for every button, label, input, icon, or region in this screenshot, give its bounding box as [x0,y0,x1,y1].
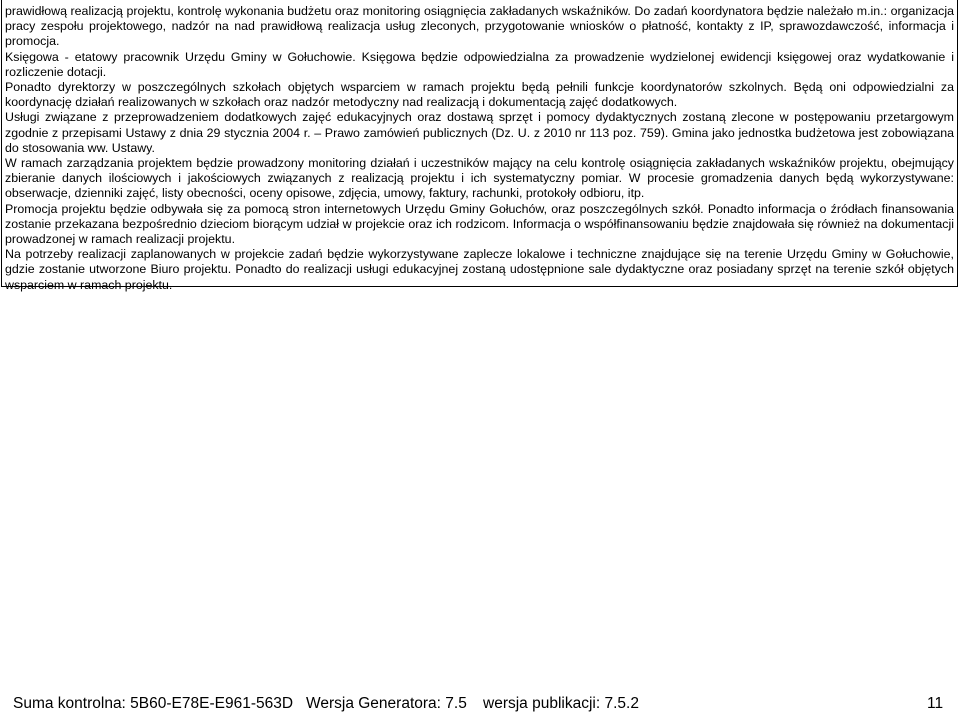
paragraph-coordinator: prawidłową realizacją projektu, kontrolę wykonania budżetu oraz monitoring osiągnięcia zakładanych wskaźników. Do zadań koordynatora będzie należało m.in.: organizacja pracy zespołu projektowego, nadzór na nad prawidłową realizacja usług zleconych, przygotowanie wniosków o płatność, kontakty z IP, sprawozdawczość, informacja i promocja. [5,4,954,49]
footer-checksum: Suma kontrolna: 5B60-E78E-E961-563D [13,695,294,712]
paragraph-school-directors: Ponadto dyrektorzy w poszczególnych szkołach objętych wsparciem w ramach projektu będą pełnili funkcje koordynatorów szkolnych. Będą oni odpowiedzialni za koordynację działań realizowanych w szkołach oraz nadzór metodyczny nad realizacją i dokumentacją zajęć dodatkowych. [5,80,954,110]
document-text-box [1,0,958,292]
footer-publication-version: wersja publikacji: 7.5.2 [483,695,639,712]
footer-page-number: 11 [927,695,944,712]
paragraph-accountant: Księgowa - etatowy pracownik Urzędu Gminy w Gołuchowie. Księgowa będzie odpowiedzialna za prowadzenie wydzielonej ewidencji księgowej oraz wydatkowanie i rozliczenie dotacji. [5,49,954,79]
paragraph-services: Usługi związane z przeprowadzeniem dodatkowych zajęć edukacyjnych oraz dostawą sprzęt i pomocy dydaktycznych zostaną zlecone w postępowaniu przetargowym zgodnie z przepisami Ustawy z dnia 29 stycznia 2004 r. – Prawo zamówień publicznych (Dz. U. z 2010 nr 113 poz. 759). Gmina jako jednostka budżetowa jest zobowiązana do stosowania ww. Ustawy. [5,110,954,155]
paragraph-resources: Na potrzeby realizacji zaplanowanych w projekcie zadań będzie wykorzystywane zaplecze lokalowe i techniczne znajdujące się na terenie Urzędu Gminy w Gołuchowie, gdzie zostanie utworzone Biuro projektu. Ponadto do realizacji usługi edukacyjnej zostaną udostępnione sale dydaktyczne oraz posiadany sprzęt na terenie szkół objętych wsparciem w ramach projektu. [5,247,954,292]
paragraph-monitoring: W ramach zarządzania projektem będzie prowadzony monitoring działań i uczestników mający na celu kontrolę osiągnięcia zakładanych wskaźników projektu, obejmujący zbieranie danych ilościowych i jakościowych związanych z realizacją projektu i ich systematyczny pomiar. W procesie gromadzenia danych będą wykorzystywane: obserwacje, dzienniki zajęć, listy obecności, oceny opisowe, zdjęcia, umowy, faktury, rachunki, protokoły odbioru, itp. [5,156,954,201]
footer-generator-version: Wersja Generatora: 7.5 [306,695,467,712]
paragraph-promotion: Promocja projektu będzie odbywała się za pomocą stron internetowych Urzędu Gminy Gołuchów, oraz poszczególnych szkół. Ponadto informacja o źródłach finansowania zostanie przekazana bezpośrednio dzieciom biorącym udział w projekcie oraz ich rodzicom. Informacja o współfinansowaniu będzie znajdowała się również na dokumentacji prowadzonej w ramach realizacji projektu. [5,201,954,247]
page-footer [0,694,960,714]
